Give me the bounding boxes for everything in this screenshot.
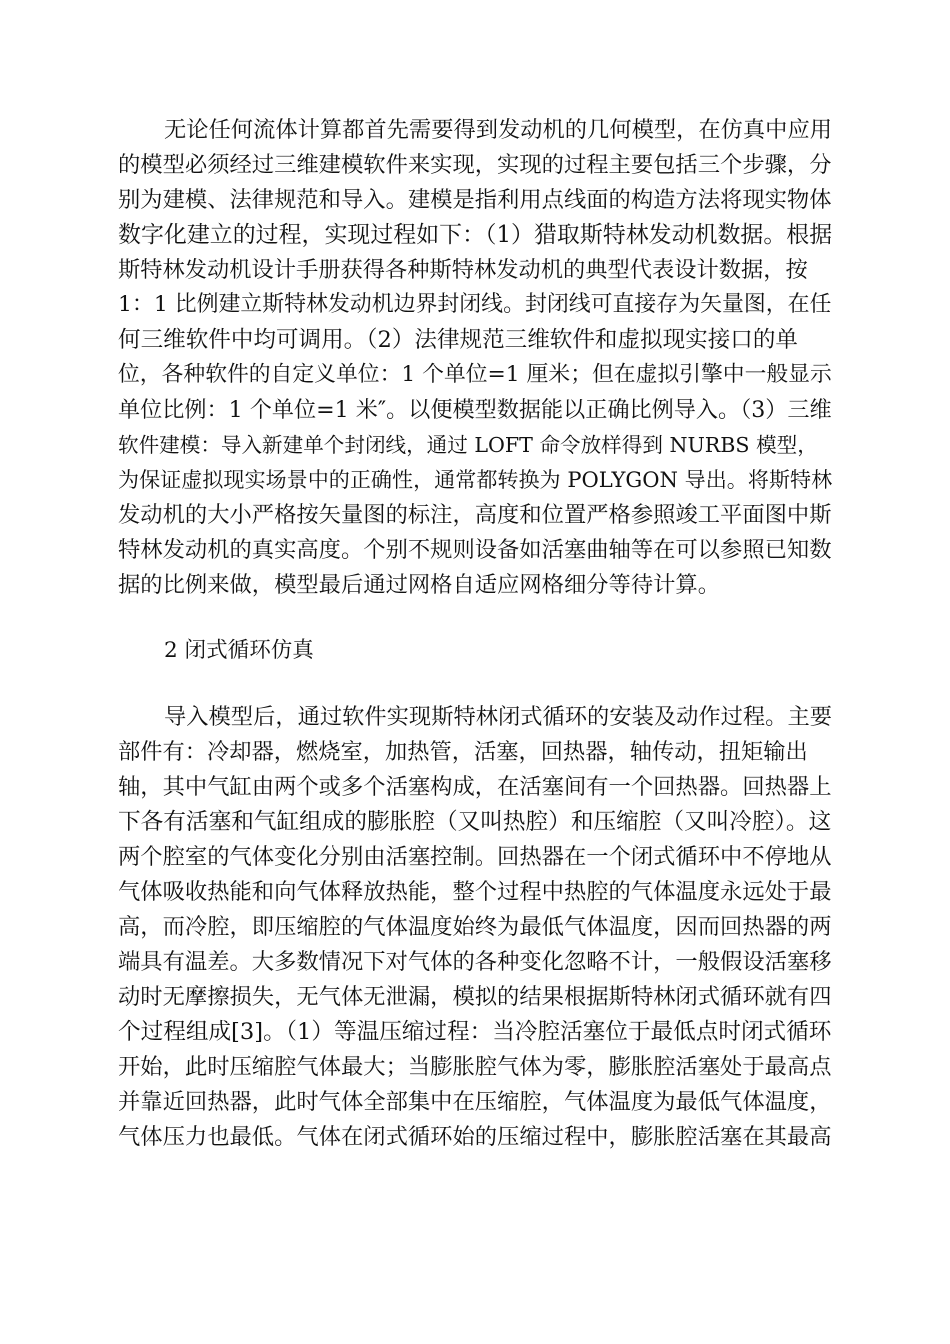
text-line: 1：1 比例建立斯特林发动机边界封闭线。封闭线可直接存为矢量图，在任 <box>118 292 832 317</box>
text-line: 为保证虚拟现实场景中的正确性，通常都转换为 POLYGON 导出。将斯特林 <box>118 467 833 492</box>
text-line: 据的比例来做，模型最后通过网格自适应网格细分等待计算。 <box>118 572 721 598</box>
text-line: 开始，此时压缩腔气体最大；当膨胀腔气体为零，膨胀腔活塞处于最高点 <box>118 1054 832 1080</box>
text-line: 气体吸收热能和向气体释放热能，整个过程中热腔的气体温度永远处于最 <box>118 879 832 905</box>
text-line: 导入模型后，通过软件实现斯特林闭式循环的安装及动作过程。主要 <box>164 704 832 730</box>
text-line: 无论任何流体计算都首先需要得到发动机的几何模型，在仿真中应用 <box>164 117 832 143</box>
text-line: 部件有：冷却器，燃烧室，加热管，活塞，回热器，轴传动，扭矩输出 <box>118 739 808 765</box>
text-line: 两个腔室的气体变化分别由活塞控制。回热器在一个闭式循环中不停地从 <box>118 844 832 870</box>
text-line: 斯特林发动机设计手册获得各种斯特林发动机的典型代表设计数据，按 <box>118 257 808 283</box>
text-line: 轴，其中气缸由两个或多个活塞构成，在活塞间有一个回热器。回热器上 <box>118 774 832 800</box>
text-line: 个过程组成[3]。（1）等温压缩过程：当冷腔活塞位于最低点时闭式循环 <box>118 1019 832 1045</box>
text-line: 数字化建立的过程，实现过程如下：（1）猎取斯特林发动机数据。根据 <box>118 222 833 248</box>
text-line: 软件建模：导入新建单个封闭线，通过 LOFT 命令放样得到 NURBS 模型， <box>118 433 818 457</box>
text-line: 的模型必须经过三维建模软件来实现，实现的过程主要包括三个步骤，分 <box>118 152 832 178</box>
section-heading-text: 2 闭式循环仿真 <box>164 638 314 663</box>
text-line: 何三维软件中均可调用。（2）法律规范三维软件和虚拟现实接口的单 <box>118 327 798 353</box>
text-line: 端具有温差。大多数情况下对气体的各种变化忽略不计，一般假设活塞移 <box>118 949 832 975</box>
text-line: 特林发动机的真实高度。个别不规则设备如活塞曲轴等在可以参照已知数 <box>118 537 832 563</box>
text-line: 气体压力也最低。气体在闭式循环始的压缩过程中，膨胀腔活塞在其最高 <box>118 1124 832 1150</box>
text-line: 动时无摩擦损失，无气体无泄漏，模拟的结果根据斯特林闭式循环就有四 <box>118 984 832 1010</box>
text-line: 位，各种软件的自定义单位：1 个单位=1 厘米；但在虚拟引擎中一般显示 <box>118 362 832 387</box>
text-line: 发动机的大小严格按矢量图的标注，高度和位置严格参照竣工平面图中斯 <box>118 502 832 528</box>
text-line: 并靠近回热器，此时气体全部集中在压缩腔，气体温度为最低气体温度， <box>118 1089 832 1115</box>
text-line: 单位比例：1 个单位=1 米″。以便模型数据能以正确比例导入。（3）三维 <box>118 397 832 423</box>
text-line: 高，而冷腔，即压缩腔的气体温度始终为最低气体温度，因而回热器的两 <box>118 914 832 940</box>
text-line: 别为建模、法律规范和导入。建模是指利用点线面的构造方法将现实物体 <box>118 187 832 213</box>
text-line: 下各有活塞和气缸组成的膨胀腔（又叫热腔）和压缩腔（又叫冷腔）。这 <box>118 809 832 835</box>
